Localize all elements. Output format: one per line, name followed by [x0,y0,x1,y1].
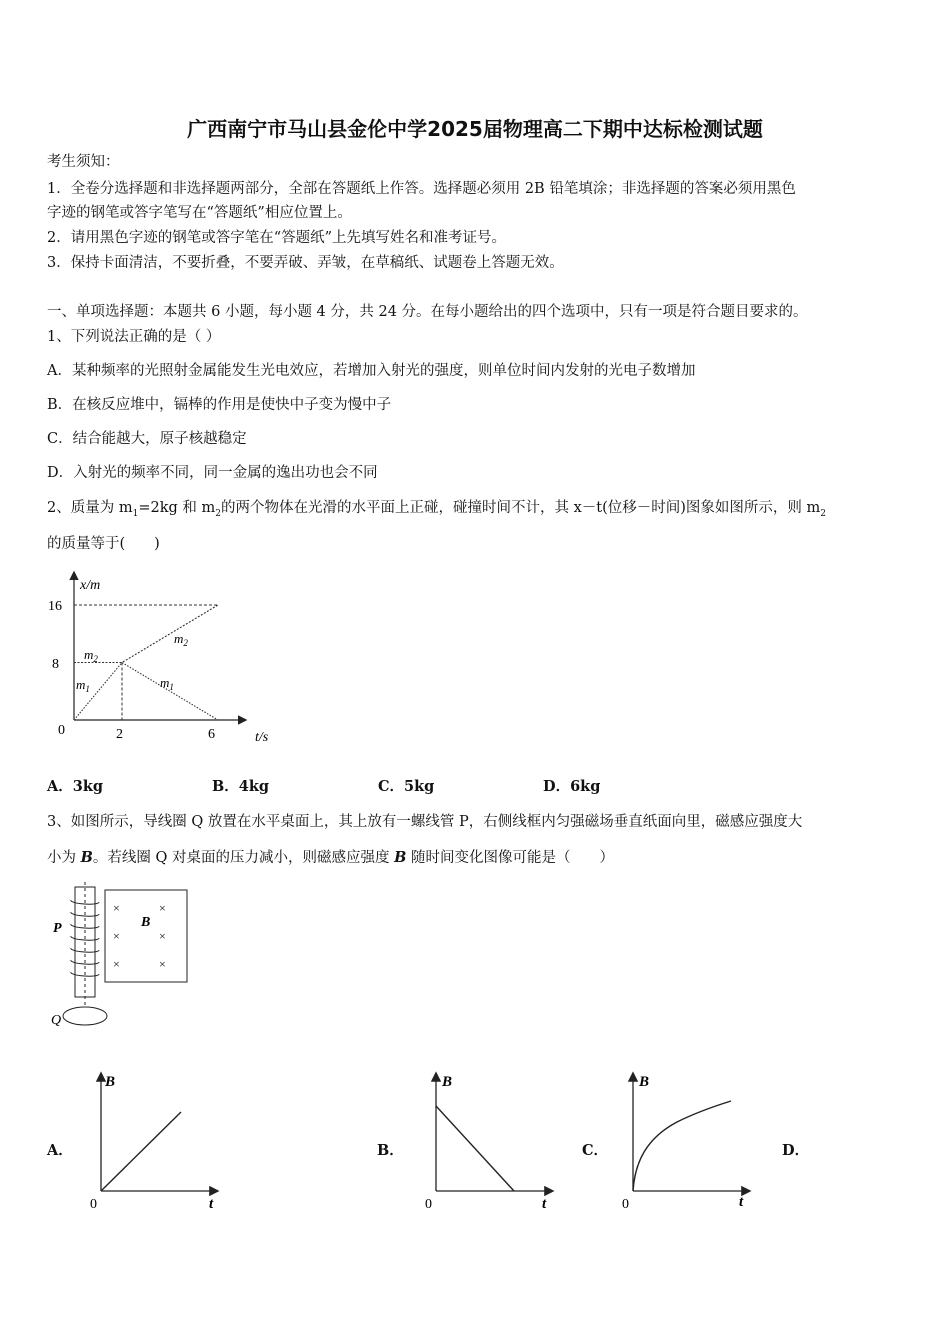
q1-option-d: D．入射光的频率不同，同一金属的逸出功也会不同 [47,465,378,481]
b-curve [633,1101,731,1191]
origin-label: 0 [622,1197,629,1212]
q2-stem-line2: 的质量等于( ) [47,536,160,552]
q2-option-a: A．3kg [47,778,104,795]
solenoid-figure [45,882,195,1032]
q1-stem: 1、下列说法正确的是（ ） [47,329,221,345]
label-m1-left: $m_1$ [76,677,90,694]
notice-line-2: 2．请用黑色字迹的钢笔或答字笔在“答题纸”上先填写姓名和准考证号。 [47,230,507,246]
notice-line-1a: 1．全卷分选择题和非选择题两部分，全部在答题纸上作答。选择题必须用 2B 铅笔填涂；非选择题的答案必须用黑色 [47,181,796,197]
svg-text:×: × [113,957,120,971]
origin-label: 0 [58,723,65,738]
q3-option-a: A． [47,1142,73,1159]
svg-text:×: × [159,901,166,915]
q2-stem-line1: 2、质量为 $m_1=2kg$ 和 $m_2$的两个物体在光滑的水平面上正碰，碰撞时间不计，其 x－t(位移－时间)图象如图所示，则 $m_2$ [47,500,827,519]
q1-option-c: C．结合能越大，原子核越稳定 [47,431,247,447]
option-b-graph [420,1066,570,1216]
q1-option-a: A．某种频率的光照射金属能发生光电效应，若增加入射光的强度，则单位时间内发射的光电子数增加 [47,363,696,379]
label-m2-right: $m_2$ [174,631,188,648]
q3-option-b: B． [377,1142,404,1159]
xt-graph [40,565,280,750]
q2-option-d: D．6kg [543,778,601,795]
y-axis-label: x/m [80,578,101,593]
notice-line-3: 3．保持卡面清洁，不要折叠，不要弄破、弄皱，在草稿纸、试题卷上答题无效。 [47,255,564,271]
b-curve [436,1106,514,1191]
coil-q [63,1007,107,1025]
origin-label: 0 [90,1197,97,1212]
q3-option-c: C． [582,1142,609,1159]
label-b: B [141,915,151,930]
q3-stem-line1: 3、如图所示，导线圈 Q 放置在水平桌面上，其上放有一螺线管 P，右侧线框内匀强磁场垂直纸面向里，磁感应强度大 [47,814,803,830]
label-p: P [53,921,62,936]
svg-text:×: × [159,957,166,971]
notice-heading: 考生须知： [47,154,120,170]
axis-t-label: t [209,1196,214,1212]
y-tick-8: 8 [52,657,59,672]
page-title: 广西南宁市马山县金伦中学2025届物理高二下期中达标检测试题 [187,117,763,141]
axis-b-label: B [105,1074,116,1090]
option-c-graph [617,1066,767,1216]
svg-text:×: × [159,929,166,943]
q3-stem-line2: 小为 B。若线圈 Q 对桌面的压力减小，则磁感应强度 B 随时间变化图像可能是（ ） [47,849,614,866]
origin-label: 0 [425,1197,432,1212]
q3-option-d: D． [782,1142,810,1159]
series-m1 [74,663,218,721]
svg-text:×: × [113,901,120,915]
label-m2-left: $m_2$ [84,647,98,664]
q1-option-b: B．在核反应堆中，镉棒的作用是使快中子变为慢中子 [47,397,392,413]
field-crosses [113,901,166,971]
x-tick-2: 2 [116,727,123,742]
axis-b-label: B [442,1074,453,1090]
x-tick-6: 6 [208,727,215,742]
x-axis-label: t/s [255,730,269,745]
axis-t-label: t [739,1194,744,1210]
svg-text:×: × [113,929,120,943]
option-a-graph [85,1066,235,1216]
axis-t-label: t [542,1196,547,1212]
q2-option-b: B．4kg [212,778,270,795]
label-q: Q [51,1013,62,1028]
q2-option-c: C．5kg [378,778,435,795]
b-curve [101,1112,181,1191]
notice-line-1b: 字迹的钢笔或答字笔写在“答题纸”相应位置上。 [47,205,352,221]
label-m1-right: $m_1$ [160,675,174,692]
section-heading: 一、单项选择题：本题共 6 小题，每小题 4 分，共 24 分。在每小题给出的四个选项中，只有一项是符合题目要求的。 [47,304,808,320]
y-tick-16: 16 [48,599,62,614]
axis-b-label: B [639,1074,650,1090]
